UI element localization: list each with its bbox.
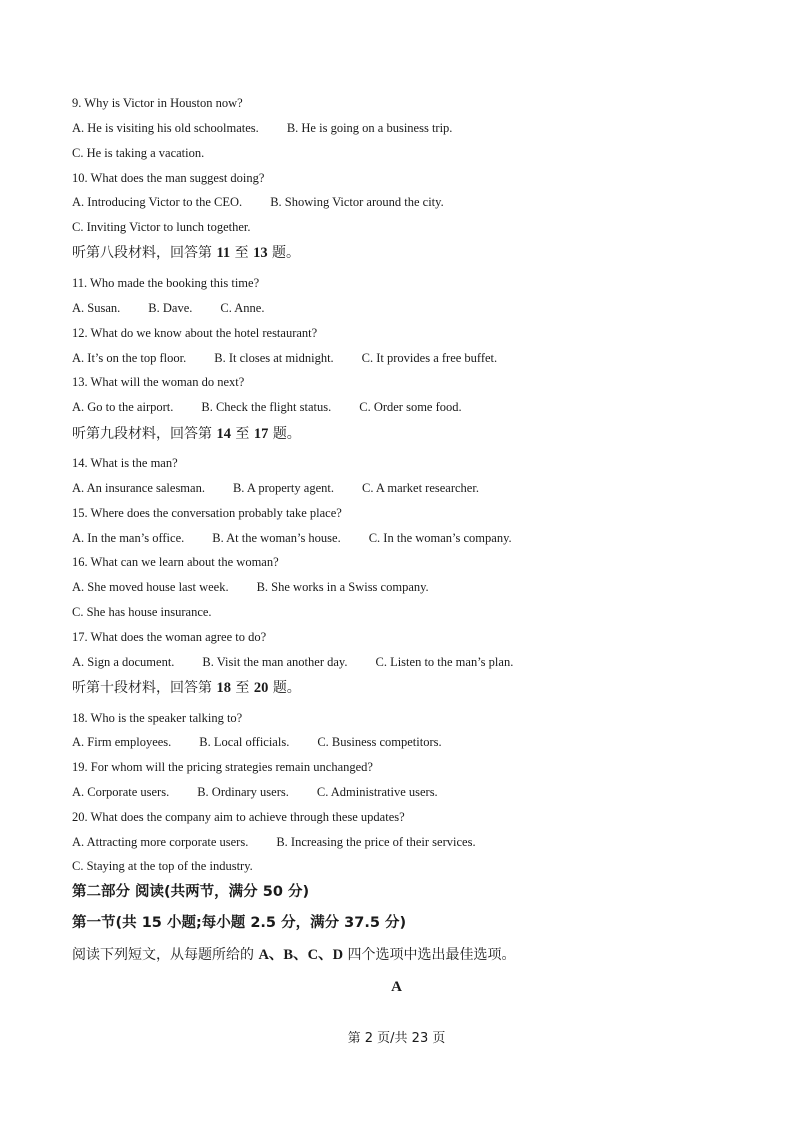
options-16-row1 — [72, 579, 457, 595]
option-14a: A. An insurance salesman. — [72, 481, 205, 495]
option-12c: C. It provides a free buffet. — [361, 351, 498, 365]
option-20c: C. Staying at the top of the industry. — [72, 859, 253, 873]
options-17 — [72, 654, 541, 670]
question-16: 16. What can we learn about the woman? — [72, 555, 279, 569]
option-11b: B. Dave. — [148, 301, 193, 315]
option-13a: A. Go to the airport. — [72, 400, 174, 414]
option-13c: C. Order some food. — [359, 400, 462, 414]
option-15b: B. At the woman’s house. — [212, 531, 341, 545]
listening-heading-10: 听第十段材料，回答第 18 至 20 题。 — [72, 680, 301, 696]
option-17a: A. Sign a document. — [72, 655, 175, 669]
option-10c: C. Inviting Victor to lunch together. — [72, 220, 251, 234]
option-12a: A. It’s on the top floor. — [72, 351, 187, 365]
options-13 — [72, 399, 490, 415]
option-9b: B. He is going on a business trip. — [286, 121, 453, 135]
options-14 — [72, 480, 507, 496]
option-18c: C. Business competitors. — [317, 735, 442, 749]
question-19: 19. For whom will the pricing strategies remain unchanged? — [72, 760, 373, 774]
option-11c: C. Anne. — [220, 301, 265, 315]
option-18a: A. Firm employees. — [72, 735, 172, 749]
option-9c: C. He is taking a vacation. — [72, 146, 205, 160]
question-9: 9. Why is Victor in Houston now? — [72, 96, 243, 110]
question-12: 12. What do we know about the hotel restaurant? — [72, 326, 318, 340]
option-17c: C. Listen to the man’s plan. — [375, 655, 514, 669]
option-11a: A. Susan. — [72, 301, 121, 315]
question-20: 20. What does the company aim to achieve through these updates? — [72, 810, 405, 824]
option-19b: B. Ordinary users. — [197, 785, 289, 799]
option-20a: A. Attracting more corporate users. — [72, 835, 249, 849]
options-10-row1 — [72, 194, 472, 210]
option-14c: C. A market researcher. — [361, 481, 479, 495]
option-19a: A. Corporate users. — [72, 785, 170, 799]
options-11 — [72, 300, 292, 316]
passage-label: A — [391, 979, 402, 995]
option-9a: A. He is visiting his old schoolmates. — [72, 121, 259, 135]
option-10a: A. Introducing Victor to the CEO. — [72, 195, 243, 209]
options-20-row1 — [72, 834, 504, 850]
option-10b: B. Showing Victor around the city. — [270, 195, 444, 209]
option-16a: A. She moved house last week. — [72, 580, 229, 594]
option-17b: B. Visit the man another day. — [202, 655, 348, 669]
option-20b: B. Increasing the price of their services. — [276, 835, 476, 849]
option-18b: B. Local officials. — [199, 735, 290, 749]
question-11: 11. Who made the booking this time? — [72, 276, 260, 290]
page-footer: 第 2 页/共 23 页 — [347, 1031, 446, 1046]
question-14: 14. What is the man? — [72, 456, 178, 470]
section-one-heading: 第一节(共 15 小题;每小题 2.5 分，满分 37.5 分) — [72, 915, 407, 931]
question-10: 10. What does the man suggest doing? — [72, 171, 265, 185]
listening-heading-8: 听第八段材料，回答第 11 至 13 题。 — [72, 245, 301, 261]
options-15 — [72, 530, 540, 546]
question-18: 18. Who is the speaker talking to? — [72, 711, 243, 725]
options-19 — [72, 784, 466, 800]
option-16b: B. She works in a Swiss company. — [256, 580, 429, 594]
option-16c: C. She has house insurance. — [72, 605, 212, 619]
listening-heading-9: 听第九段材料，回答第 14 至 17 题。 — [72, 426, 301, 442]
option-19c: C. Administrative users. — [316, 785, 438, 799]
question-13: 13. What will the woman do next? — [72, 375, 245, 389]
options-12 — [72, 350, 525, 366]
option-15a: A. In the man’s office. — [72, 531, 185, 545]
option-15c: C. In the woman’s company. — [368, 531, 512, 545]
option-12b: B. It closes at midnight. — [214, 351, 334, 365]
options-9-row1 — [72, 120, 480, 136]
question-15: 15. Where does the conversation probably take place? — [72, 506, 342, 520]
reading-instruction: 阅读下列短文，从每题所给的 A、B、C、D 四个选项中选出最佳选项。 — [72, 947, 516, 963]
options-18 — [72, 734, 470, 750]
question-17: 17. What does the woman agree to do? — [72, 630, 267, 644]
part-two-heading: 第二部分 阅读(共两节，满分 50 分) — [72, 884, 310, 900]
option-14b: B. A property agent. — [232, 481, 334, 495]
option-13b: B. Check the flight status. — [201, 400, 332, 414]
